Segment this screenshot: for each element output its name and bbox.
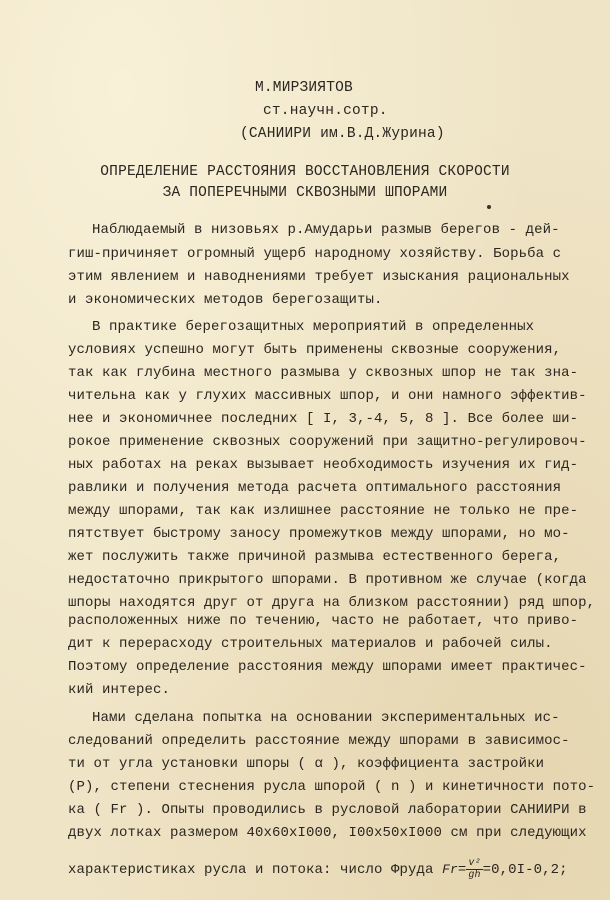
paragraph-2-line: В практике берегозащитных мероприятий в определенных xyxy=(92,319,535,335)
froude-label: характеристиках русла и потока: число Фруда xyxy=(68,862,434,879)
paragraph-2-line: рокое применение сквозных сооружений при защитно-регулировоч- xyxy=(68,434,587,450)
paragraph-2-line: нее и экономичнее последних [ I, 3,-4, 5, 8 ]. Все более ши- xyxy=(68,411,579,427)
paragraph-3-line: (P), степени стеснения русла шпорой ( n ) и кинетичности пото- xyxy=(68,779,596,795)
paragraph-2-line: дит к перерасходу строительных материалов и рабочей силы. xyxy=(68,636,553,652)
paragraph-3-line: следований определить расстояние между шпорами в зависимос- xyxy=(68,733,570,749)
paragraph-2-line: между шпорами, так как излишнее расстояние не только не пре- xyxy=(68,503,579,519)
title-line-1: ОПРЕДЕЛЕНИЕ РАССТОЯНИЯ ВОССТАНОВЛЕНИЯ СКОРОСТИ xyxy=(100,164,510,180)
paragraph-1-line: и экономических методов берегозащиты. xyxy=(68,292,383,308)
froude-numerator: v² xyxy=(468,858,481,869)
paragraph-2-line: условиях успешно могут быть применены сквозные сооружения, xyxy=(68,342,562,358)
paragraph-2-line: Поэтому определение расстояния между шпорами имеет практичес- xyxy=(68,659,587,675)
paragraph-3-line: ка ( Fr ). Опыты проводились в русловой лаборатории САНИИРИ в xyxy=(68,802,587,818)
paragraph-2-line: чительна как у глухих массивных шпор, и они намного эффектив- xyxy=(68,388,587,404)
paragraph-2-line: ных работах на реках вызывает необходимость изучения их гид- xyxy=(68,457,579,473)
froude-lhs: Fr xyxy=(442,862,458,878)
paragraph-2-line: расположенных ниже по течению, часто не работает, что приво- xyxy=(68,613,579,629)
paragraph-2-line: равлики и получения метода расчета оптимального расстояния xyxy=(68,480,562,496)
title-line-2: ЗА ПОПЕРЕЧНЫМИ СКВОЗНЫМИ ШПОРАМИ xyxy=(162,185,448,201)
ink-speck xyxy=(487,205,491,209)
paragraph-2-line: недостаточно прикрытого шпорами. В противном же случае (когда xyxy=(68,572,587,588)
froude-rhs: =0,0I-0,2; xyxy=(482,862,568,879)
paragraph-2-line: шпоры находятся друг от друга на близком расстоянии) ряд шпор, xyxy=(68,595,596,611)
paragraph-1-line: этим явлением и наводнениями требует изыскания рациональных xyxy=(68,269,570,285)
paragraph-3-line: Нами сделана попытка на основании экспериментальных ис- xyxy=(92,710,560,726)
paragraph-3-line: двух лотках размером 40х60хI000, I00х50хI000 см при следующих xyxy=(68,825,587,841)
froude-line: характеристиках русла и потока: число Фруда Fr= $\frac{\text{v²}}{gh}$ =0,0I-0,2; xyxy=(68,858,568,881)
paragraph-2-line: кий интерес. xyxy=(68,682,171,698)
paragraph-1-line: Наблюдаемый в низовьях р.Амударьи размыв берегов - дей- xyxy=(92,222,560,238)
froude-fraction xyxy=(466,858,482,881)
author-institution: (САНИИРИ им.В.Д.Журина) xyxy=(240,126,445,142)
author-position: ст.научн.сотр. xyxy=(263,103,388,119)
froude-denominator: gh xyxy=(468,870,481,881)
paragraph-2-line: жет послужить также причиной размыва естественного берега, xyxy=(68,549,562,565)
paragraph-2-line: пятствует быстрому заносу промежутков между шпорами, но мо- xyxy=(68,526,570,542)
paragraph-1-line: гиш-причиняет огромный ущерб народному хозяйству. Борьба с xyxy=(68,246,562,262)
paragraph-3-line: ти от угла установки шпоры ( α ), коэффициента застройки xyxy=(68,756,545,772)
paragraph-2-line: так как глубина местного размыва у сквозных шпор не так зна- xyxy=(68,365,579,381)
author-name: М.МИРЗИЯТОВ xyxy=(255,80,353,96)
